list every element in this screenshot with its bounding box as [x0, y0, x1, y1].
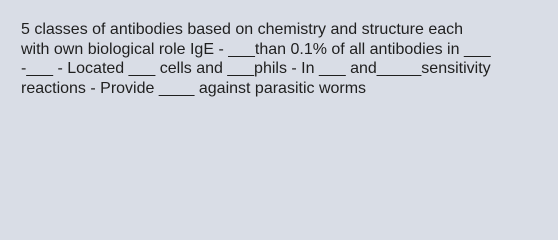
question-text: 5 classes of antibodies based on chemistry and structure each with own biological role IgE - ___than 0.1% of all antibodies in ___ -___ - Located ___ cells and ___phils - In ___ and_____sensitivity reactions - Provide ____ against parasitic worms [21, 21, 491, 97]
